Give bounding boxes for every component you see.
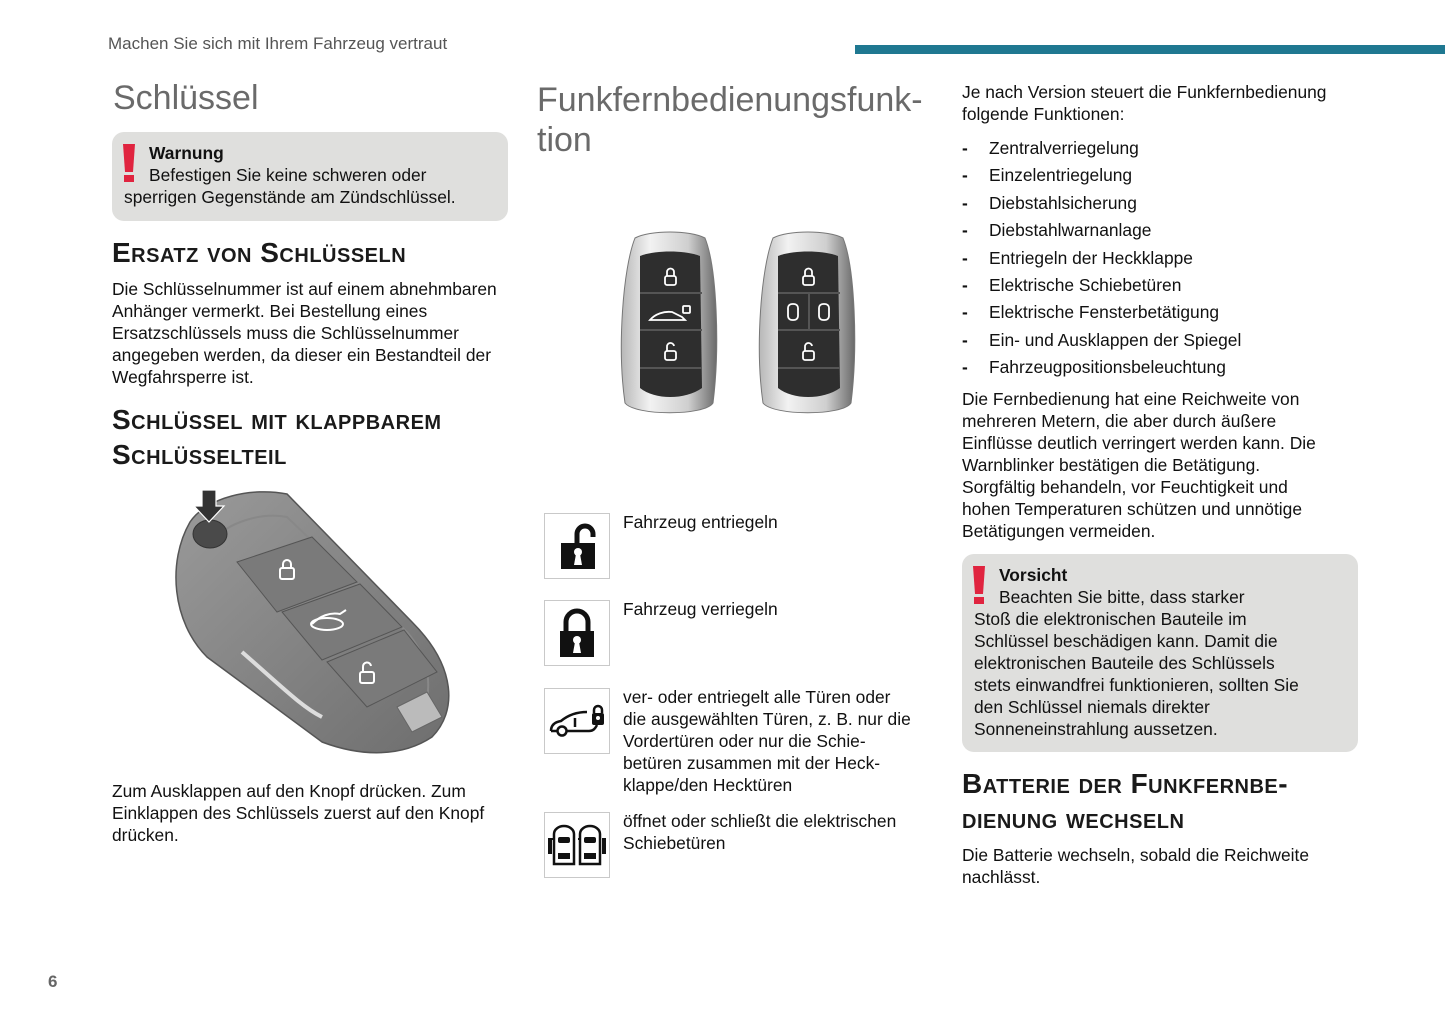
button-row-doors (544, 688, 918, 796)
warning-text-rest: sperrigen Gegenstände am Zündschlüssel. (124, 187, 456, 207)
lock-icon (544, 600, 610, 666)
door-selection-description: ver- oder entriegelt alle Türen oder die ausgewählten Türen, z. B. nur die Vordertüren oder nur die Schie-betüren zusammen mit der Heck-klappe/den Hecktüren (623, 687, 911, 795)
page-number: 6 (48, 972, 58, 991)
list-item: - Elektrische Fensterbetätigung (962, 302, 1220, 323)
list-item: - Einzelentriegelung (962, 165, 1133, 186)
warning-text-lead: Befestigen Sie keine schweren oder (149, 165, 427, 185)
list-item: - Elektrische Schiebetüren (962, 275, 1182, 296)
remote-title-line1: Funkfernbedienungsfunk- (537, 81, 923, 119)
folding-key-heading-line2: Schlüsselteil (112, 439, 287, 470)
warning-title: Warnung (149, 143, 224, 163)
replacement-keys-text: Die Schlüsselnummer ist auf einem abnehmbaren Anhänger vermerkt. Bei Bestellung eines Ersatzschlüssels muss die Schlüsselnummer angegeben werden, da dieser ein Bestandteil der Wegfahrsperre ist. (112, 279, 497, 387)
exclamation-icon (972, 566, 986, 606)
exclamation-icon (122, 144, 136, 184)
battery-text: Die Batterie wechseln, sobald die Reichweite nachlässt. (962, 844, 1310, 887)
car-lock-icon (544, 688, 610, 754)
battery-heading-line2: dienung wechseln (962, 802, 1185, 834)
button-row-lock (544, 600, 778, 666)
folding-key-heading-line1: Schlüssel mit klappbarem (112, 404, 442, 435)
button-row-sliding-doors (544, 812, 923, 878)
list-item: - Diebstahlwarnanlage (962, 220, 1152, 241)
button-row-unlock (544, 513, 778, 579)
section-heading-battery (962, 766, 1358, 836)
battery-heading-line1: Batterie der Funkfernbe- (962, 767, 1289, 799)
warning-callout (112, 132, 508, 221)
column-remote-function (537, 78, 922, 160)
fob-three-button (621, 232, 716, 413)
functions-list (962, 135, 1358, 382)
functions-intro: Je nach Version steuert die Funkfernbedienung folgende Funktionen: (962, 82, 1327, 124)
sliding-doors-icon (544, 812, 610, 878)
caution-text-lead: Beachten Sie bitte, dass starker (999, 586, 1245, 607)
caution-callout (962, 554, 1358, 752)
remote-title-line2: tion (537, 121, 592, 159)
lock-description: Fahrzeug verriegeln (623, 599, 778, 619)
range-text: Die Fernbedienung hat eine Reichweite von mehreren Metern, die aber durch äußere Einflüsse deutlich verringert werden kann. Die Warnblinker bestätigen die Betätigung. Sorgfältig behandeln, vor Feuchtigkeit und hohen Temperaturen schützen und unnötige Betätigungen vermeiden. (962, 388, 1316, 541)
column-keys (112, 78, 508, 846)
sliding-doors-description: öffnet oder schließt die elektrischen Schiebetüren (623, 811, 897, 853)
chapter-title-keys: Schlüssel (113, 79, 259, 117)
folding-key-illustration (112, 482, 508, 772)
folding-key-caption: Zum Ausklappen auf den Knopf drücken. Zum Einklappen des Schlüssels zuerst auf den Knopf drücken. (112, 781, 485, 845)
section-heading-folding-key (112, 402, 508, 472)
remote-key-fobs-illustration (605, 228, 865, 428)
list-item: - Diebstahlsicherung (962, 192, 1137, 213)
caution-title: Vorsicht (999, 564, 1068, 585)
section-heading-replacement-keys: Ersatz von Schlüsseln (112, 237, 407, 268)
list-item: - Fahrzeugpositionsbeleuchtung (962, 357, 1226, 378)
list-item: - Ein- und Ausklappen der Spiegel (962, 329, 1242, 350)
fob-four-button (759, 232, 854, 413)
header-accent-bar (855, 45, 1445, 54)
unlock-icon (544, 513, 610, 579)
chapter-title-remote (537, 80, 922, 160)
list-item: - Entriegeln der Heckklappe (962, 247, 1193, 268)
list-item: - Zentralverriegelung (962, 138, 1139, 158)
unlock-description: Fahrzeug entriegeln (623, 512, 778, 532)
running-header: Machen Sie sich mit Ihrem Fahrzeug vertraut (108, 34, 448, 53)
caution-text-rest: Stoß die elektronischen Bauteile im Schlüssel beschädigen kann. Damit die elektronischen Bauteile des Schlüssels stets einwandfrei funktionieren, sollten Sie den Schlüssel niemals direkter Sonneneinstrahlung aussetzen. (974, 608, 1299, 739)
column-functions (962, 81, 1358, 888)
